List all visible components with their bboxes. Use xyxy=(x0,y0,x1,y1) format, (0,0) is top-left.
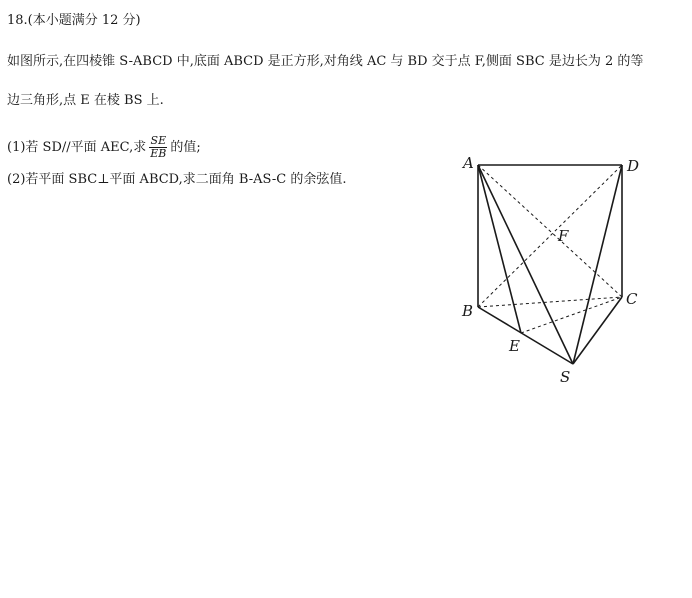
edge-ds xyxy=(573,165,622,364)
fraction-numerator: SE xyxy=(150,134,167,147)
edge-cs xyxy=(573,297,622,364)
pyramid-figure xyxy=(455,150,685,390)
diagonal-ac xyxy=(478,165,622,297)
segment-ae xyxy=(478,165,521,333)
ratio-fraction xyxy=(149,135,167,160)
segment-ec xyxy=(521,297,622,333)
label-e: E xyxy=(509,337,520,355)
label-b: B xyxy=(462,302,474,320)
question-2: (2)若平面 SBC⊥平面 ABCD,求二面角 B-AS-C 的余弦值. xyxy=(7,172,347,187)
fraction-denominator: EB xyxy=(150,147,167,160)
question-1 xyxy=(7,135,201,160)
question-1-text: (1)若 SD//平面 AEC,求 xyxy=(7,140,147,155)
question-1-tail: 的值; xyxy=(170,140,201,155)
label-c: C xyxy=(626,290,638,308)
problem-header: 18.(本小题满分 12 分) xyxy=(7,13,141,28)
problem-statement-line-2: 边三角形,点 E 在棱 BS 上. xyxy=(7,93,164,108)
edge-bc xyxy=(478,297,622,307)
label-s: S xyxy=(560,368,571,386)
label-f: F xyxy=(558,227,569,245)
diagonal-bd xyxy=(478,165,622,307)
label-a: A xyxy=(463,154,474,172)
label-d: D xyxy=(627,157,640,175)
edge-as xyxy=(478,165,573,364)
problem-statement-line-1: 如图所示,在四棱锥 S-ABCD 中,底面 ABCD 是正方形,对角线 AC 与 BD 交于点 F,侧面 SBC 是边长为 2 的等 xyxy=(7,54,644,69)
